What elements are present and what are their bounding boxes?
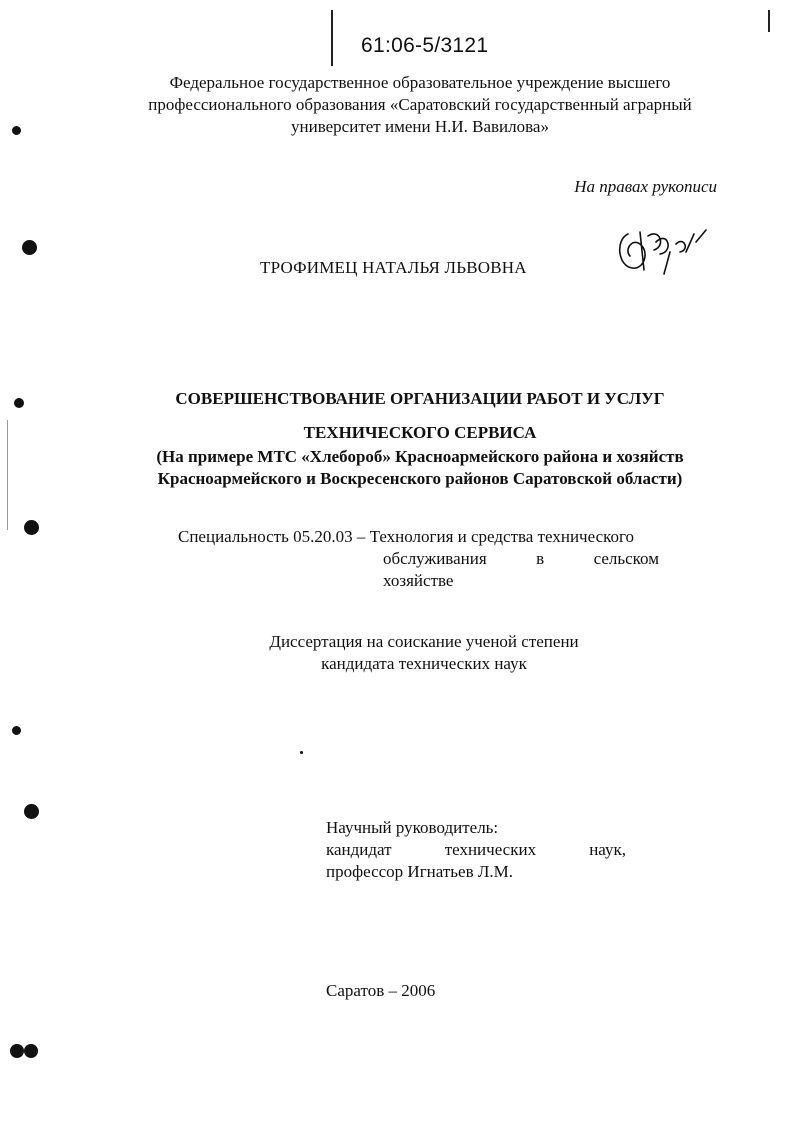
specialty-line: обслуживания в сельском — [383, 549, 659, 568]
institution-name — [100, 72, 740, 138]
archive-stamp-number: 61:06-5/3121 — [361, 34, 489, 57]
title-line: СОВЕРШЕНСТВОВАНИЕ ОРГАНИЗАЦИИ РАБОТ И УСЛУГ — [175, 389, 665, 408]
binder-hole-mark — [24, 520, 39, 535]
binder-hole-mark — [10, 1044, 24, 1058]
subtitle-line: (На примере МТС «Хлебороб» Красноармейского района и хозяйств — [156, 447, 684, 466]
institution-line: профессионального образования «Саратовский государственный аграрный — [148, 95, 692, 114]
specialty-line: хозяйстве — [383, 571, 454, 590]
author-name: ТРОФИМЕЦ НАТАЛЬЯ ЛЬВОВНА — [260, 258, 527, 277]
scan-speck — [12, 126, 21, 135]
margin-rule — [7, 420, 8, 530]
dissertation-title — [80, 382, 760, 450]
degree-line: кандидата технических наук — [321, 654, 527, 673]
dissertation-degree — [150, 631, 698, 675]
margin-rule — [768, 10, 770, 32]
city-year: Саратов – 2006 — [326, 981, 436, 1000]
margin-rule — [331, 10, 333, 66]
signature — [610, 222, 720, 282]
scan-speck — [14, 398, 24, 408]
title-line: ТЕХНИЧЕСКОГО СЕРВИСА — [303, 423, 537, 442]
scan-speck — [300, 751, 303, 754]
subtitle-line: Красноармейского и Воскресенского районов Саратовской области) — [157, 469, 683, 488]
manuscript-rights-note: На правах рукописи — [574, 177, 717, 196]
supervisor-degree: кандидат технических наук, — [326, 840, 626, 859]
supervisor-label: Научный руководитель: — [326, 818, 499, 837]
binder-hole-mark — [24, 804, 39, 819]
degree-line: Диссертация на соискание ученой степени — [269, 632, 579, 651]
specialty-line: Специальность 05.20.03 – Технология и средства технического — [178, 527, 635, 546]
dissertation-subtitle — [100, 446, 740, 490]
scan-speck — [12, 726, 21, 735]
supervisor-name: профессор Игнатьев Л.М. — [326, 862, 514, 881]
institution-line: университет имени Н.И. Вавилова» — [291, 117, 549, 136]
binder-hole-mark — [24, 1044, 38, 1058]
binder-hole-mark — [22, 240, 37, 255]
institution-line: Федеральное государственное образовательное учреждение высшего — [169, 73, 671, 92]
